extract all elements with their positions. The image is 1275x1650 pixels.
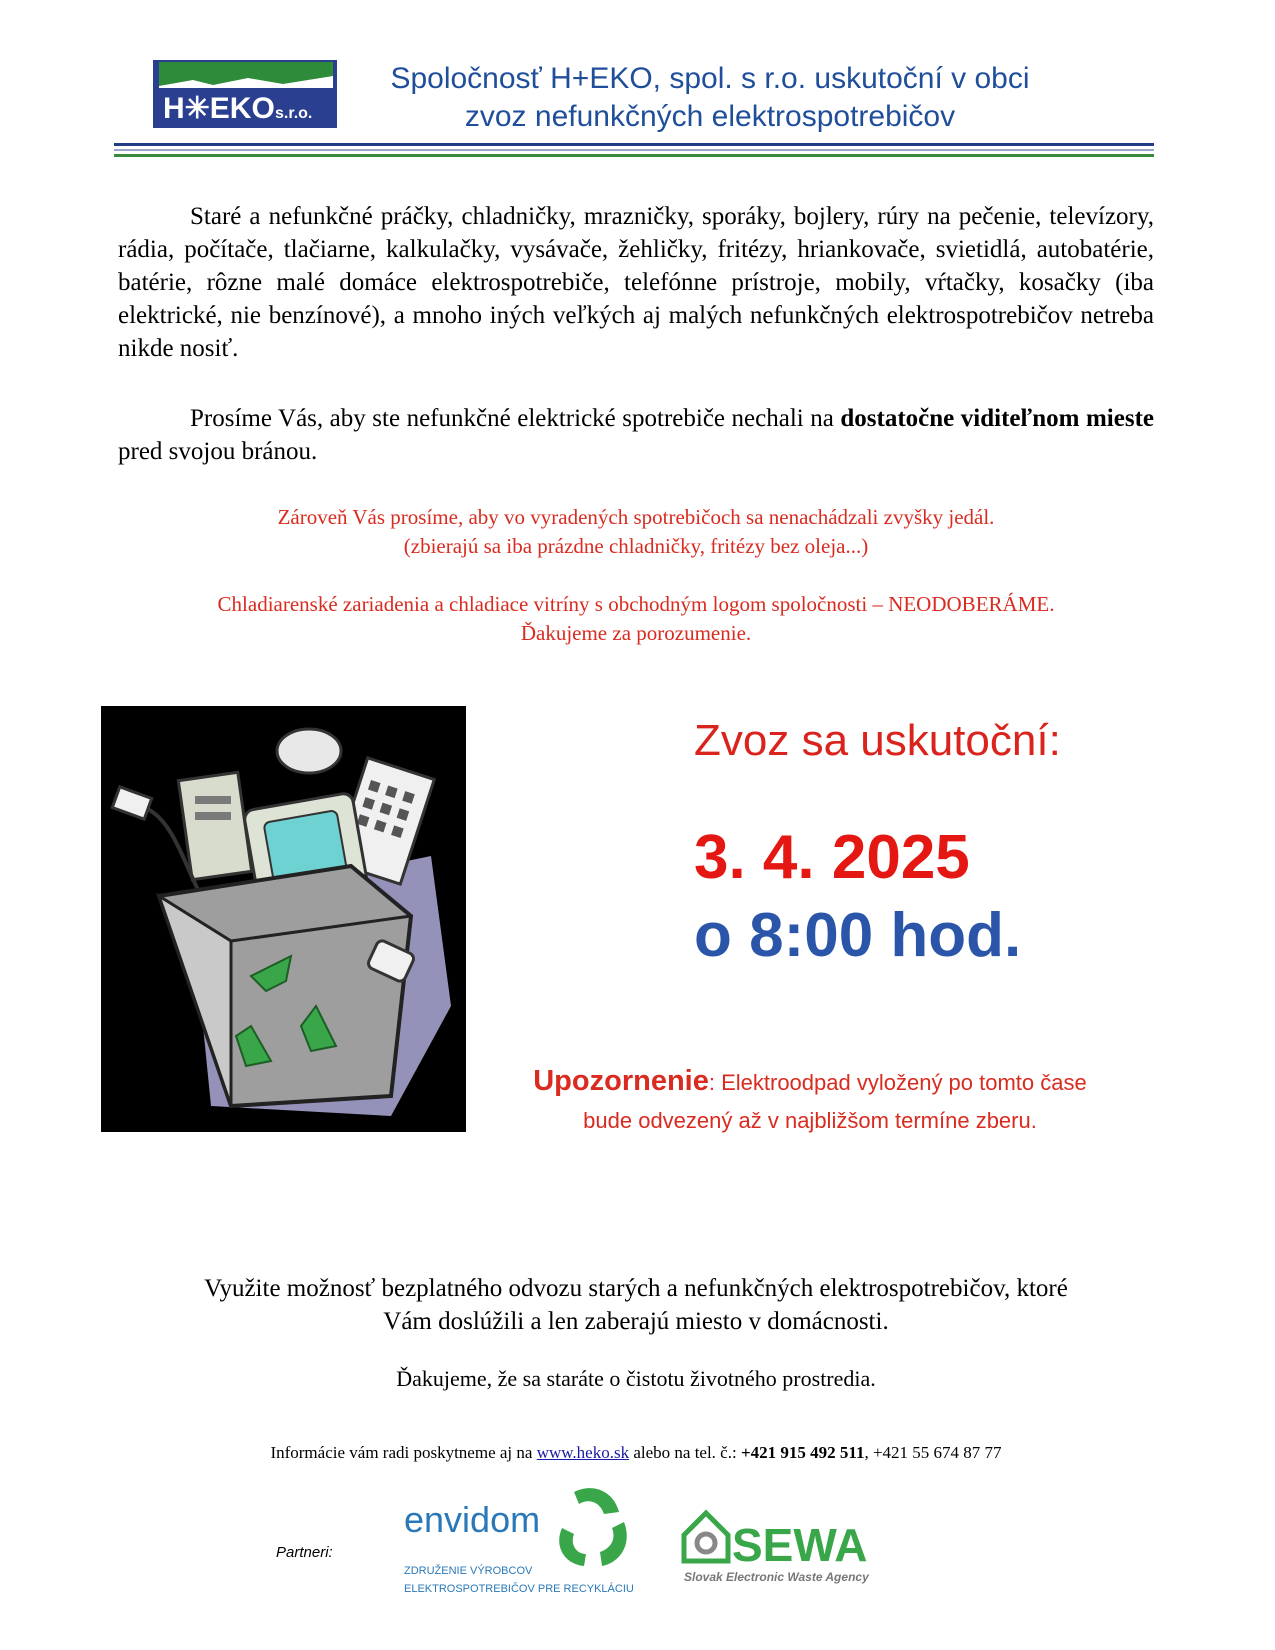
sewa-logo (680, 1505, 890, 1585)
commercial-notice-line1: Chladiarenské zariadenia a chladiace vitríny s obchodným logom spoločnosti – NEODOBERÁME. (217, 592, 1055, 616)
info-phone-secondary: , +421 55 674 87 77 (864, 1443, 1002, 1462)
info-phone-primary: +421 915 492 511 (740, 1443, 865, 1462)
intro-paragraph-2 (118, 402, 1154, 468)
intro-paragraph-1-text: Staré a nefunkčné práčky, chladničky, mrazničky, sporáky, bojlery, rúry na pečenie, televízory, rádia, počítače, tlačiarne, kalkulačky, vysávače, žehličky, fritézy, hriankovače, svietidlá, autobatérie, batérie, rôzne malé domáce elektrospotrebiče, telefónne prístroje, mobily, vŕtačky, kosačky (iba elektrické, nie benzínové), a mnoho iných veľkých aj malých nefunkčných elektrospotrebičov netreba nikde nosiť. (118, 203, 1154, 362)
offer-line2: Vám doslúžili a len zaberajú miesto v domácnosti. (383, 1308, 889, 1335)
ewaste-bin-illustration (101, 706, 466, 1132)
intro-paragraph-2-bold: dostatočne viditeľnom mieste (840, 405, 1155, 432)
commercial-notice (118, 590, 1154, 648)
info-middle: alebo na tel. č.: (629, 1443, 741, 1462)
warning-text-2: bude odvezený až v najbližšom termíne zberu. (583, 1108, 1037, 1133)
envidom-sub1: ZDRUŽENIE VÝROBCOV (404, 1565, 533, 1577)
header-rule-grey (114, 149, 1154, 151)
envidom-sub2: ELEKTROSPOTREBIČOV PRE RECYKLÁCIU (404, 1583, 634, 1595)
collection-date: 3. 4. 2025 (694, 823, 970, 892)
header-title-line2: zvoz nefunkčných elektrospotrebičov (464, 100, 956, 133)
commercial-notice-line2: Ďakujeme za porozumenie. (520, 621, 752, 645)
food-notice-line2: (zbierajú sa iba prázdne chladničky, fritézy bez oleja...) (403, 534, 869, 558)
offer-text (118, 1272, 1154, 1338)
sewa-name: SEWA (732, 1519, 868, 1571)
food-notice-line1: Zároveň Vás prosíme, aby vo vyradených spotrebičoch sa nenachádzali zvyšky jedál. (277, 505, 995, 529)
late-warning (470, 1062, 1150, 1140)
header-title-line1: Spoločnosť H+EKO, spol. s r.o. uskutoční v obci (390, 62, 1030, 95)
warning-text-1: : Elektroodpad vyložený po tomto čase (708, 1070, 1087, 1095)
envidom-name: envidom (404, 1499, 541, 1540)
sewa-sub: Slovak Electronic Waste Agency (684, 1570, 869, 1584)
header-rule-green (114, 154, 1154, 157)
intro-paragraph-1 (118, 200, 1154, 365)
collection-heading: Zvoz sa uskutoční: (694, 716, 1061, 765)
thanks-text: Ďakujeme, že sa staráte o čistotu životného prostredia. (396, 1366, 876, 1391)
envidom-logo (404, 1482, 644, 1602)
food-notice (118, 503, 1154, 561)
info-prefix: Informácie vám radi poskytneme aj na (270, 1443, 537, 1462)
intro-paragraph-2-start: Prosíme Vás, aby ste nefunkčné elektrické spotrebiče nechali na (190, 405, 841, 432)
house-icon (684, 1513, 728, 1561)
heko-logo (153, 60, 337, 128)
heko-website-link[interactable]: www.heko.sk (536, 1443, 630, 1462)
late-warning-line1 (470, 1062, 1150, 1102)
header-rule-blue (114, 143, 1154, 146)
intro-paragraph-2-end: pred svojou bránou. (118, 438, 318, 465)
offer-line1: Využite možnosť bezplatného odvozu starých a nefunkčných elektrospotrebičov, ktoré (204, 1275, 1068, 1302)
contact-info (118, 1443, 1154, 1463)
warning-label: Upozornenie (533, 1065, 709, 1097)
logo-suffix: s.r.o. (275, 105, 313, 122)
recycle-icon (559, 1488, 627, 1566)
partners-label: Partneri: (276, 1544, 333, 1561)
collection-time: o 8:00 hod. (694, 901, 1022, 970)
logo-text: H✳EKO (163, 92, 275, 125)
